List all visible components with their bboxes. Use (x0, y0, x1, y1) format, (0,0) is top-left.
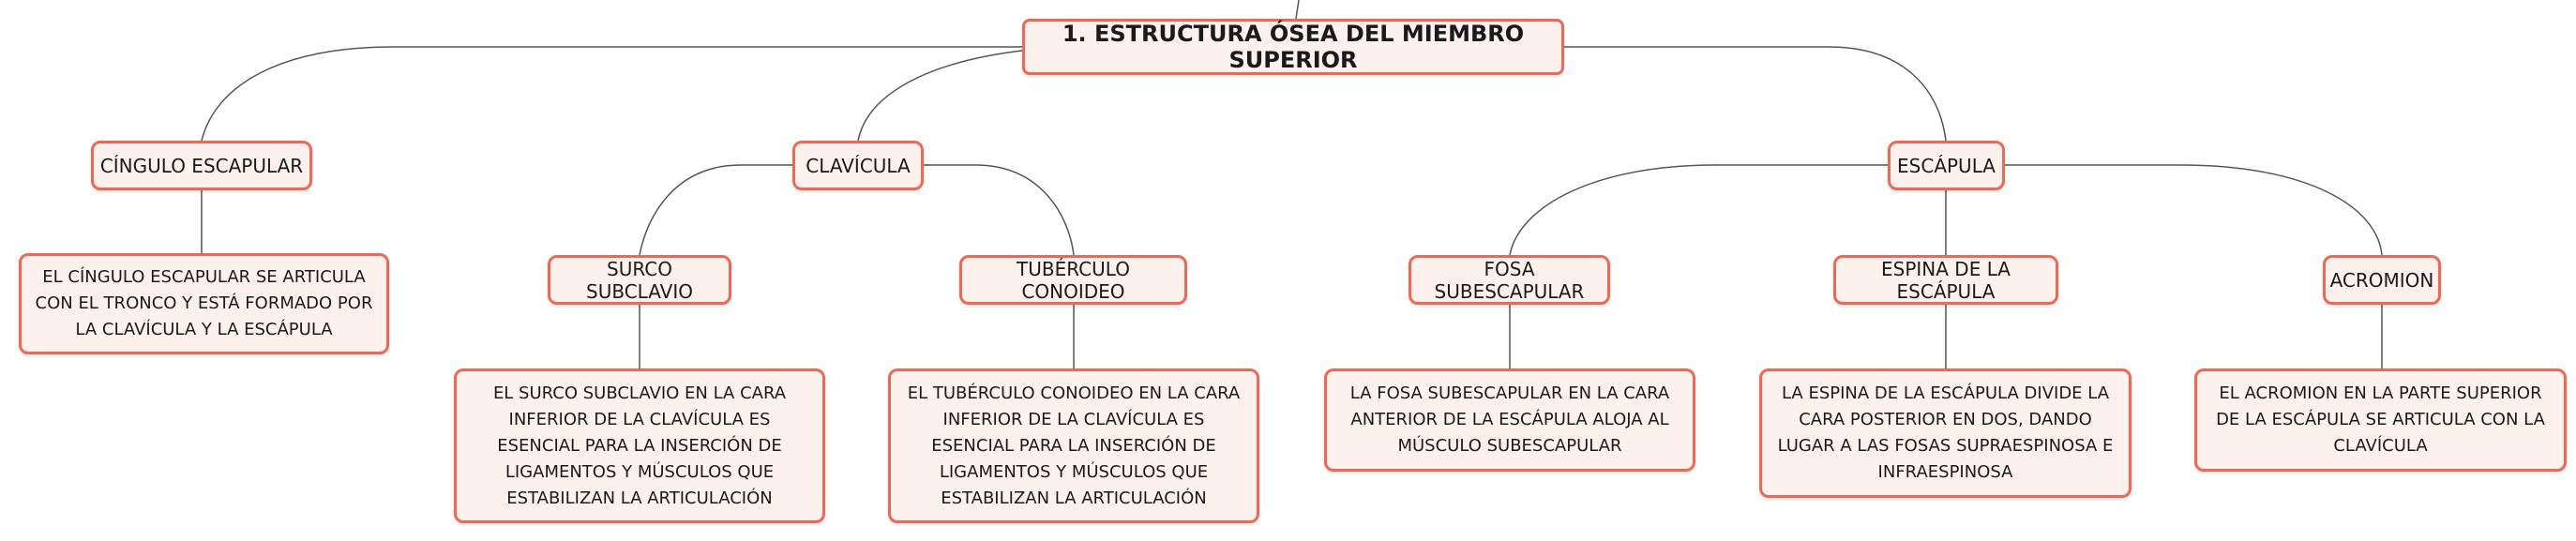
node-espina-escapula[interactable] (1833, 255, 2058, 305)
connector-top (1296, 0, 1299, 19)
desc-text: EL SURCO SUBCLAVIO EN LA CARA INFERIOR DE LA CLAVÍCULA ES ESENCIAL PARA LA INSERCIÓN DE LIGAMENTOS Y MÚSCULOS QUE ESTABILIZAN LA ARTICULACIÓN (492, 383, 787, 508)
connector-root-clavicula (858, 51, 1022, 141)
node-surco-subclavio[interactable] (548, 255, 731, 305)
node-acromion[interactable] (2323, 255, 2441, 305)
desc-text: EL CÍNGULO ESCAPULAR SE ARTICULA CON EL TRONCO Y ESTÁ FORMADO POR LA CLAVÍCULA Y LA ESCÁPULA (35, 267, 373, 339)
desc-espina-escapula[interactable] (1759, 368, 2132, 498)
node-label: ESCÁPULA (1897, 154, 1996, 177)
root-label: 1. ESTRUCTURA ÓSEA DEL MIEMBRO SUPERIOR (1062, 21, 1525, 73)
desc-text: EL TUBÉRCULO CONOIDEO EN LA CARA INFERIOR DE LA CLAVÍCULA ES ESENCIAL PARA LA INSERCIÓN DE LIGAMENTOS Y MÚSCULOS QUE ESTABILIZAN LA ARTICULACIÓN (907, 383, 1241, 508)
desc-text: LA ESPINA DE LA ESCÁPULA DIVIDE LA CARA POSTERIOR EN DOS, DANDO LUGAR A LAS FOSAS SUPRAESPINOSA E INFRAESPINOSA (1777, 383, 2114, 482)
desc-acromion[interactable] (2194, 368, 2567, 472)
desc-cingulo-escapular[interactable] (19, 253, 389, 354)
node-clavicula[interactable] (792, 141, 924, 190)
node-tuberculo-conoideo[interactable] (959, 255, 1187, 305)
root-node[interactable] (1022, 19, 1564, 75)
connector-escapula-acromion (2005, 165, 2382, 255)
connector-clavicula-tuberculo (924, 165, 1074, 255)
connector-escapula-fosa (1510, 165, 1888, 255)
node-label: TUBÉRCULO CONOIDEO (1017, 257, 1130, 303)
desc-text: EL ACROMION EN LA PARTE SUPERIOR DE LA ESCÁPULA SE ARTICULA CON LA CLAVÍCULA (2216, 383, 2545, 456)
node-escapula[interactable] (1888, 141, 2005, 190)
node-label: CLAVÍCULA (806, 154, 911, 177)
node-label: CÍNGULO ESCAPULAR (99, 154, 304, 177)
connector-root-escapula (1564, 47, 1946, 141)
desc-surco-subclavio[interactable] (454, 368, 825, 523)
node-label: ACROMION (2329, 268, 2434, 292)
desc-fosa-subescapular[interactable] (1324, 368, 1695, 472)
node-cingulo-escapular[interactable] (91, 141, 312, 190)
desc-text: LA FOSA SUBESCAPULAR EN LA CARA ANTERIOR DE LA ESCÁPULA ALOJA AL MÚSCULO SUBESCAPULAR (1349, 383, 1670, 456)
node-label: SURCO SUBCLAVIO (586, 257, 693, 303)
node-label: ESPINA DE LA ESCÁPULA (1881, 257, 2011, 303)
node-label: FOSA SUBESCAPULAR (1434, 257, 1585, 303)
connector-root-cingulo (202, 47, 1022, 141)
connector-clavicula-surco (640, 165, 792, 255)
desc-tuberculo-conoideo[interactable] (888, 368, 1259, 523)
node-fosa-subescapular[interactable] (1409, 255, 1610, 305)
